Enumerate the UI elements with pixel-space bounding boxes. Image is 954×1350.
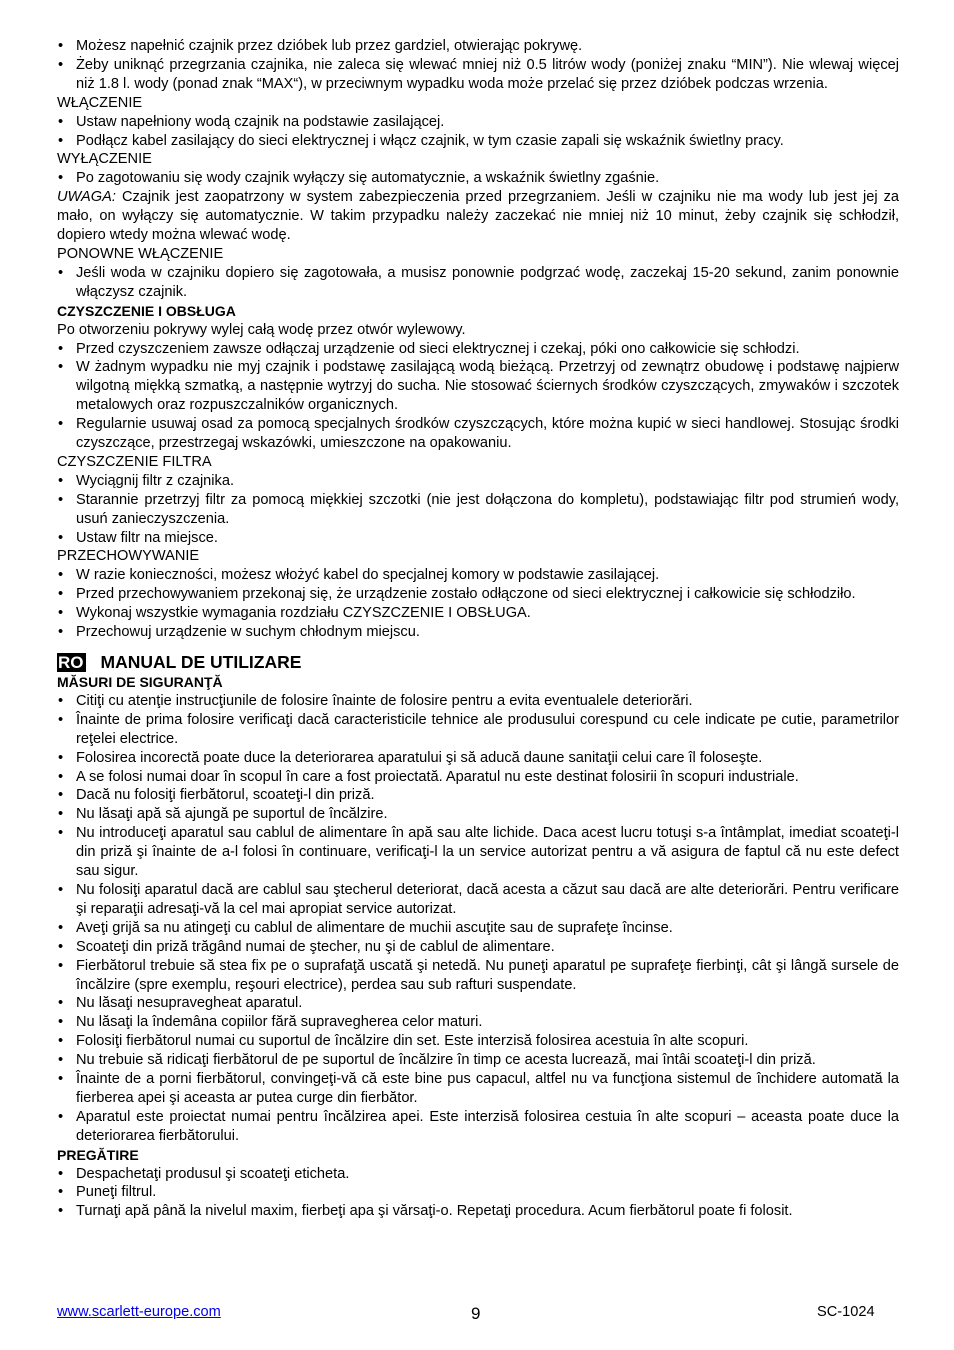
list-item: • Regularnie usuwaj osad za pomocą specjalnych środków czyszczących, które można kupić w sieci handlowej. Stosując środki czyszczące, przestrzegaj wskazówki, umieszczone na opakowaniu. (57, 415, 899, 453)
list-item: • Starannie przetrzyj filtr za pomocą miękkiej szczotki (nie jest dołączona do kompletu), podstawiając filtr pod strumień wody, usuń zanieczyszczenia. (57, 491, 899, 529)
list-item: • Ustaw filtr na miejsce. (57, 529, 899, 548)
list-item: • Wyciągnij filtr z czajnika. (57, 472, 899, 491)
pl-heading-filter: CZYSZCZENIE FILTRA (57, 453, 212, 470)
footer-page-number: 9 (471, 1304, 481, 1323)
list-item: • Przechowuj urządzenie w suchym chłodnym miejscu. (57, 623, 899, 642)
pl-off-list (57, 169, 899, 188)
pl-cleaning-list (57, 340, 899, 453)
pl-restart-list (57, 264, 899, 302)
pl-storage-list (57, 566, 899, 642)
footer-website-link[interactable]: www.scarlett-europe.com (57, 1304, 221, 1320)
list-item: • Fierbătorul trebuie să stea fix pe o suprafaţă uscată şi netedă. Nu puneţi aparatul pe suprafeţe fierbinţi, cât şi lângă sursele de încălzire (spre exemplu, reşouri electrice), perdea sau sub rafturi suspendate. (57, 957, 899, 995)
pl-filter-list (57, 472, 899, 548)
pl-heading-off: WYŁĄCZENIE (57, 151, 152, 168)
list-item: • Aparatul este proiectat numai pentru încălzirea apei. Este interzisă folosirea cestuia în alte scopuri – aceasta poate duce la deteriorarea fierbătorului. (57, 1108, 899, 1146)
pl-on-list (57, 113, 899, 151)
list-item: • Folosirea incorectă poate duce la deteriorarea aparatului şi să aducă daune sanitaţii celui care îl foloseşte. (57, 749, 899, 768)
ro-safety-list (57, 692, 899, 1146)
ro-section-header (57, 652, 899, 673)
list-item: • Nu introduceţi aparatul sau cablul de alimentare în apă sau alte lichide. Daca acest lucru totuşi s-a întâmplat, imediat scoateţi-l din priză şi înainte de a-l folosi în continuare, verificaţi-l la un service autorizat pentru a vă asigura de faptul că nu este defect sau sigur. (57, 824, 899, 881)
list-item: • Nu lăsaţi nesupravegheat aparatul. (57, 994, 899, 1013)
ro-preparation-list (57, 1165, 899, 1222)
pl-note-text: Czajnik jest zaopatrzony w system zabezpieczenia przed przegrzaniem. Jeśli w czajniku nie ma wody lub jest jej za mało, on wyłączy się automatycznie. W takim przypadku należy zaczekać nie mniej niż 10 minut, żeby czajnik się schłodził, dopiero wtedy można wlewać wodę. (57, 189, 899, 244)
list-item: • Nu lăsaţi apă să ajungă pe suportul de încălzire. (57, 805, 899, 824)
list-item: • Jeśli woda w czajniku dopiero się zagotowała, a musisz ponownie podgrzać wodę, zaczekaj 15-20 sekund, zanim ponownie włączysz czajnik. (57, 264, 899, 302)
list-item: • Puneţi filtrul. (57, 1183, 899, 1202)
list-item: • W żadnym wypadku nie myj czajnik i podstawę zasilającą wodą bieżącą. Przetrzyj od zewnątrz obudowę i podstawę najpierw wilgotną miękką szmatką, a następnie wytrzyj do sucha. Nie stosować ściernych środków czyszczących, zmywaków i szczotek metalowych oraz rozpuszczalników organicznych. (57, 358, 899, 415)
pl-heading-cleaning: CZYSZCZENIE I OBSŁUGA (57, 302, 236, 319)
list-item: • Folosiţi fierbătorul numai cu suportul de încălzire din set. Este interzisă folosirea acestuia în alte scopuri. (57, 1032, 899, 1051)
list-item: • Po zagotowaniu się wody czajnik wyłączy się automatycznie, a wskaźnik świetlny zgaśnie. (57, 169, 899, 188)
list-item: • Înainte de prima folosire verificaţi dacă caracteristicile tehnice ale produsului corespund cu cele indicate pe cutie, parametrilor reţelei electrice. (57, 711, 899, 749)
list-item: • Nu trebuie să ridicaţi fierbătorul de pe suportul de încălzire în timp ce acesta lucrează, mai întâi scoateţi-l din priză. (57, 1051, 899, 1070)
footer-model-code: SC-1024 (817, 1304, 875, 1320)
list-item: • Przed przechowywaniem przekonaj się, że urządzenie zostało odłączone od sieci elektrycznej i całkowicie się schłodziło. (57, 585, 899, 604)
list-item: • Możesz napełnić czajnik przez dzióbek lub przez gardziel, otwierając pokrywę. (57, 37, 899, 56)
list-item: • Nu folosiţi aparatul dacă are cablul sau ştecherul deteriorat, dacă acesta a căzut sau dacă are alte deteriorări. Pentru verificare şi reparaţii adresaţi-vă la cel mai apropiat service autorizat. (57, 881, 899, 919)
list-item: • Przed czyszczeniem zawsze odłączaj urządzenie od sieci elektrycznej i czekaj, póki ono całkowicie się schłodzi. (57, 340, 899, 359)
list-item: • Dacă nu folosiţi fierbătorul, scoateţi-l din priză. (57, 786, 899, 805)
ro-heading-preparation: PREGĂTIRE (57, 1146, 139, 1163)
pl-heading-restart: PONOWNE WŁĄCZENIE (57, 245, 224, 262)
list-item: • Scoateţi din priză trăgând numai de ştecher, nu şi de cablul de alimentare. (57, 938, 899, 957)
list-item: • Înainte de a porni fierbătorul, convingeţi-vă că este bine pus capacul, altfel nu va funcţiona sistemul de închidere automată la fierberea apei şi aceasta ar putea curge din fierbător. (57, 1070, 899, 1108)
list-item: • Aveţi grijă sa nu atingeţi cu cablul de alimentare de muchii ascuţite sau de suprafeţe încinse. (57, 919, 899, 938)
ro-heading-safety: MĂSURI DE SIGURANŢĂ (57, 674, 223, 690)
list-item: • Ustaw napełniony wodą czajnik na podstawie zasilającej. (57, 113, 899, 132)
list-item: • Nu lăsaţi la îndemâna copiilor fără supravegherea celor maturi. (57, 1013, 899, 1032)
pl-fill-list (57, 37, 899, 94)
page-content (57, 37, 899, 1221)
pl-heading-storage: PRZECHOWYWANIE (57, 548, 200, 565)
list-item: • Żeby uniknąć przegrzania czajnika, nie zaleca się wlewać mniej niż 0.5 litrów wody (poniżej znaku “MIN”). Nie wlewaj więcej niż 1.8 l. wody (ponad znak “MAX“), w przeciwnym wypadku woda może przelać się przez dzióbek podczas wrzenia. (57, 56, 899, 94)
pl-note-label: UWAGA: (57, 189, 116, 206)
list-item: • W razie konieczności, możesz włożyć kabel do specjalnej komory w podstawie zasilającej. (57, 566, 899, 585)
pl-note (57, 188, 899, 245)
list-item: • Citiţi cu atenţie instrucţiunile de folosire înainte de folosire pentru a evita eventualele deteriorări. (57, 692, 899, 711)
pl-heading-on: WŁĄCZENIE (57, 94, 143, 111)
pl-cleaning-intro: Po otworzeniu pokrywy wylej całą wodę przez otwór wylewowy. (57, 321, 466, 338)
ro-language-badge: RO (58, 653, 84, 672)
list-item: • Despachetaţi produsul şi scoateţi eticheta. (57, 1165, 899, 1184)
ro-manual-title: MANUAL DE UTILIZARE (100, 652, 302, 672)
list-item: • Wykonaj wszystkie wymagania rozdziału CZYSZCZENIE I OBSŁUGA. (57, 604, 899, 623)
list-item: • Turnaţi apă până la nivelul maxim, fierbeţi apa şi vărsaţi-o. Repetaţi procedura. Acum fierbătorul poate fi folosit. (57, 1202, 899, 1221)
list-item: • A se folosi numai doar în scopul în care a fost proiectată. Aparatul nu este destinat folosirii în scopuri industriale. (57, 768, 899, 787)
list-item: • Podłącz kabel zasilający do sieci elektrycznej i włącz czajnik, w tym czasie zapali się wskaźnik świetlny pracy. (57, 132, 899, 151)
